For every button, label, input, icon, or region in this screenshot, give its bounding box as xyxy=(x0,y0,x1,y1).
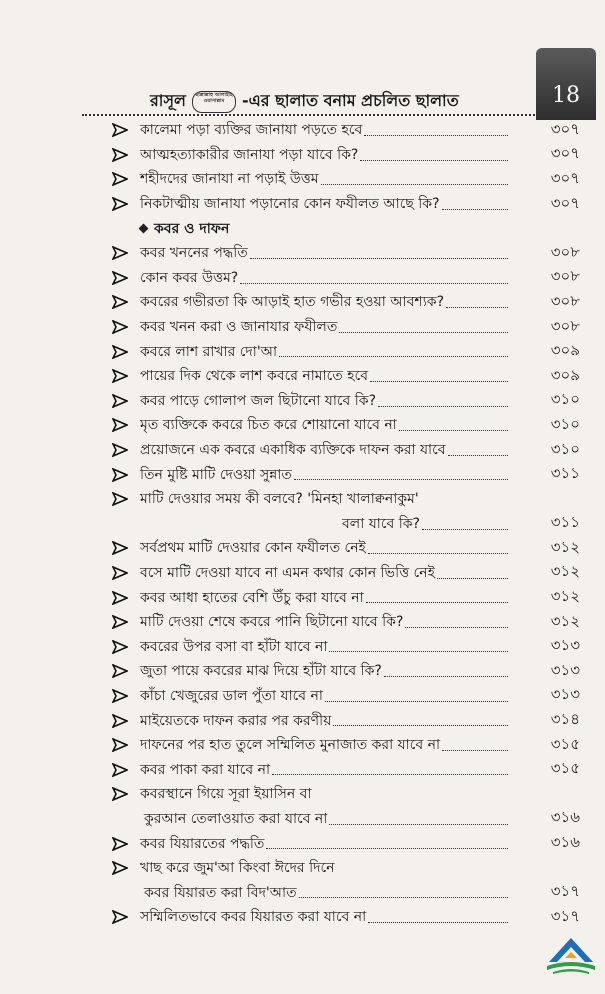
dot-leader xyxy=(325,701,508,702)
dot-leader xyxy=(442,750,508,751)
toc-entry-page-number: ৩১১ xyxy=(550,513,580,532)
dot-leader xyxy=(446,307,508,308)
toc-entry-title: মাটি দেওয়া শেষে কবরে পানি ছিটানো যাবে কি? xyxy=(140,614,404,631)
arrow-bullet-icon xyxy=(112,345,128,359)
dot-leader xyxy=(360,160,508,161)
toc-entry-title: কবর খননের পদ্ধতি xyxy=(140,245,248,262)
toc-entry-title: কবর খনন করা ও জানাযার ফযীলত xyxy=(140,319,338,336)
toc-entry-title-continuation: কুরআন তেলাওয়াত করা যাবে না xyxy=(144,810,328,827)
dot-leader xyxy=(339,332,508,333)
toc-entry-page-number: ৩১৫ xyxy=(550,759,580,778)
toc-entry[interactable] xyxy=(112,536,580,561)
toc-entry-title: কবরের গভীরতা কি আড়াই হাত গভীর হওয়া আবশ্যক? xyxy=(140,294,444,311)
arrow-bullet-icon xyxy=(112,861,128,875)
toc-entry[interactable] xyxy=(112,757,580,782)
toc-entry-page-number: ৩১২ xyxy=(550,562,580,581)
toc-entry[interactable] xyxy=(112,462,580,487)
toc-entry-page-number: ৩১৩ xyxy=(550,685,580,704)
arrow-bullet-icon xyxy=(112,123,128,137)
toc-entry-title: কবরস্থানে গিয়ে সূরা ইয়াসিন বা xyxy=(140,786,312,803)
toc-entry-continuation[interactable] xyxy=(112,880,580,905)
toc-entry[interactable] xyxy=(112,413,580,438)
section-heading-row xyxy=(112,216,580,241)
toc-entry[interactable] xyxy=(112,684,580,709)
dot-leader xyxy=(294,479,508,480)
toc-entry-title: মাইয়েতকে দাফন করার পর করণীয় xyxy=(140,712,332,729)
toc-entry-title: মাটি দেওয়ার সময় কী বলবে? 'মিনহা খালাক্বনাকুম' xyxy=(140,491,419,508)
toc-entry-page-number: ৩১৩ xyxy=(550,660,580,679)
toc-entry[interactable] xyxy=(112,143,580,168)
toc-entry[interactable] xyxy=(112,118,580,143)
toc-entry[interactable] xyxy=(112,733,580,758)
toc-entry-title: জুতা পায়ে কবরের মাঝ দিয়ে হাঁটা যাবে কি? xyxy=(140,663,382,680)
toc-entry-title: কোন কবর উত্তম? xyxy=(140,269,239,286)
arrow-bullet-icon xyxy=(112,295,128,309)
toc-entry[interactable] xyxy=(112,241,580,266)
toc-entry-title-continuation: কবর যিয়ারত করা বিদ'আত xyxy=(144,884,297,901)
toc-entry-page-number: ৩১৬ xyxy=(550,833,580,852)
dot-leader xyxy=(250,258,508,259)
toc-entry[interactable] xyxy=(112,610,580,635)
toc-entry-page-number: ৩১৬ xyxy=(550,808,580,827)
dot-leader xyxy=(279,356,508,357)
arrow-bullet-icon xyxy=(112,369,128,383)
arrow-bullet-icon xyxy=(112,246,128,260)
arrow-bullet-icon xyxy=(112,591,128,605)
page-number: 18 xyxy=(552,83,580,108)
toc-entry-page-number: ৩০৮ xyxy=(550,267,580,286)
table-of-contents xyxy=(112,118,580,930)
toc-entry[interactable] xyxy=(112,659,580,684)
dot-leader xyxy=(405,627,508,628)
toc-entry[interactable] xyxy=(112,634,580,659)
arrow-bullet-icon xyxy=(112,714,128,728)
dot-leader xyxy=(437,578,508,579)
dot-leader xyxy=(333,725,508,726)
toc-entry[interactable] xyxy=(112,192,580,217)
toc-entry-title: সর্বপ্রথম মাটি দেওয়ার কোন ফযীলত নেই xyxy=(140,540,366,557)
toc-entry[interactable] xyxy=(112,364,580,389)
toc-entry-title: শহীদদের জানাযা না পড়াই উত্তম xyxy=(140,171,319,188)
toc-entry-page-number: ৩১০ xyxy=(550,414,580,433)
salawat-seal: ছাল্লাল্লাহু আলাইহি ওয়াসাল্লাম xyxy=(192,91,236,113)
dot-leader xyxy=(364,135,508,136)
toc-entry[interactable] xyxy=(112,561,580,586)
toc-entry-continuation[interactable] xyxy=(112,512,580,537)
toc-entry[interactable] xyxy=(112,438,580,463)
dot-leader xyxy=(384,676,508,677)
dot-leader xyxy=(329,651,508,652)
toc-entry-title: কবর পাড়ে গোলাপ জল ছিটানো যাবে কি? xyxy=(140,392,377,409)
arrow-bullet-icon xyxy=(112,394,128,408)
toc-entry-title: কালেমা পড়া ব্যক্তির জানাযা পড়তে হবে xyxy=(140,122,363,139)
dot-leader xyxy=(366,602,508,603)
toc-entry-page-number: ৩০৭ xyxy=(550,193,580,212)
toc-entry-page-number: ৩১৫ xyxy=(550,734,580,753)
arrow-bullet-icon xyxy=(112,468,128,482)
toc-entry-page-number: ৩০৮ xyxy=(550,291,580,310)
page-number-tab xyxy=(536,48,596,120)
header-title-prefix: রাসূল xyxy=(150,91,186,110)
toc-entry[interactable] xyxy=(112,856,580,881)
dot-leader xyxy=(329,824,508,825)
toc-entry-title: খাছ করে জুম'আ কিংবা ঈদের দিনে xyxy=(140,860,335,877)
running-header xyxy=(150,88,530,115)
arrow-bullet-icon xyxy=(112,443,128,457)
toc-entry-title: তিন মুষ্টি মাটি দেওয়া সুন্নাত xyxy=(140,466,292,483)
publisher-logo-icon xyxy=(545,932,597,976)
arrow-bullet-icon xyxy=(112,197,128,211)
toc-entry-title: কবর যিয়ারতের পদ্ধতি xyxy=(140,835,265,852)
arrow-bullet-icon xyxy=(112,664,128,678)
arrow-bullet-icon xyxy=(112,640,128,654)
arrow-bullet-icon xyxy=(112,787,128,801)
toc-entry-continuation[interactable] xyxy=(112,807,580,832)
toc-entry-page-number: ৩০৯ xyxy=(550,341,580,360)
arrow-bullet-icon xyxy=(112,566,128,580)
arrow-bullet-icon xyxy=(112,271,128,285)
toc-entry-title: নিকটাত্মীয় জানাযা পড়ানোর কোন ফযীলত আছে কি? xyxy=(140,196,440,213)
dot-leader xyxy=(299,897,508,898)
diamond-bullet-icon xyxy=(139,224,149,234)
dot-leader xyxy=(378,406,508,407)
dot-leader xyxy=(399,430,508,431)
toc-entry-page-number: ৩১২ xyxy=(550,587,580,606)
toc-entry[interactable] xyxy=(112,782,580,807)
toc-entry-title: কাঁচা খেজুরের ডাল পুঁতা যাবে না xyxy=(140,687,323,704)
toc-entry-page-number: ৩১২ xyxy=(550,611,580,630)
dot-leader xyxy=(422,529,508,530)
arrow-bullet-icon xyxy=(112,172,128,186)
dot-leader xyxy=(272,774,508,775)
dot-leader xyxy=(266,848,508,849)
dot-leader xyxy=(448,455,508,456)
toc-entry[interactable] xyxy=(112,585,580,610)
toc-entry-title: বসে মাটি দেওয়া যাবে না এমন কথার কোন ভিত্তি নেই xyxy=(140,564,435,581)
toc-entry-page-number: ৩০৯ xyxy=(550,365,580,384)
toc-entry-title: আত্মহত্যাকারীর জানাযা পড়া যাবে কি? xyxy=(140,146,359,163)
header-title-suffix: -এর ছালাত বনাম প্রচলিত ছালাত xyxy=(241,91,459,110)
arrow-bullet-icon xyxy=(112,689,128,703)
toc-entry-page-number: ৩০৮ xyxy=(550,242,580,261)
toc-entry-title-continuation: বলা যাবে কি? xyxy=(342,515,420,532)
toc-entry[interactable] xyxy=(112,339,580,364)
toc-entry-title: প্রয়োজনে এক কবরে একাধিক ব্যক্তিকে দাফন করা যাবে xyxy=(140,442,446,459)
header-rule xyxy=(82,114,590,116)
dot-leader xyxy=(368,553,508,554)
arrow-bullet-icon xyxy=(112,492,128,506)
arrow-bullet-icon xyxy=(112,763,128,777)
dot-leader xyxy=(442,209,508,210)
toc-entry[interactable] xyxy=(112,266,580,291)
toc-entry-page-number: ৩১৩ xyxy=(550,636,580,655)
toc-entry-title: দাফনের পর হাত তুলে সম্মিলিত মুনাজাত করা যাবে না xyxy=(140,737,440,754)
arrow-bullet-icon xyxy=(112,541,128,555)
arrow-bullet-icon xyxy=(112,910,128,924)
section-heading: কবর ও দাফন xyxy=(140,217,229,241)
toc-entry[interactable] xyxy=(112,167,580,192)
toc-entry-title: কবরের উপর বসা বা হাঁটা যাবে না xyxy=(140,638,328,655)
dot-leader xyxy=(321,184,508,185)
toc-entry[interactable] xyxy=(112,389,580,414)
arrow-bullet-icon xyxy=(112,738,128,752)
toc-entry-page-number: ৩০৭ xyxy=(550,119,580,138)
toc-entry-page-number: ৩০৮ xyxy=(550,316,580,335)
arrow-bullet-icon xyxy=(112,148,128,162)
toc-entry-page-number: ৩১০ xyxy=(550,390,580,409)
toc-entry-page-number: ৩০৭ xyxy=(550,168,580,187)
toc-entry[interactable] xyxy=(112,831,580,856)
toc-entry[interactable] xyxy=(112,905,580,930)
toc-entry-page-number: ৩১১ xyxy=(550,464,580,483)
toc-entry-page-number: ৩১৭ xyxy=(550,882,580,901)
toc-entry-title: কবর আধা হাতের বেশি উঁচু করা যাবে না xyxy=(140,589,364,606)
toc-entry-page-number: ৩১২ xyxy=(550,537,580,556)
toc-entry[interactable] xyxy=(112,315,580,340)
toc-entry-title: পায়ের দিক থেকে লাশ কবরে নামাতে হবে xyxy=(140,368,368,385)
arrow-bullet-icon xyxy=(112,837,128,851)
toc-entry-page-number: ৩০৭ xyxy=(550,144,580,163)
dot-leader xyxy=(368,922,508,923)
toc-entry-title: কবরে লাশ রাখার দো'আ xyxy=(140,343,278,360)
toc-entry-page-number: ৩১৭ xyxy=(550,906,580,925)
toc-entry-title: মৃত ব্যক্তিকে কবরে চিত করে শোয়ানো যাবে না xyxy=(140,417,397,434)
toc-entry-page-number: ৩১৪ xyxy=(550,710,580,729)
dot-leader xyxy=(370,381,508,382)
arrow-bullet-icon xyxy=(112,320,128,334)
arrow-bullet-icon xyxy=(112,418,128,432)
toc-entry-title: সম্মিলিতভাবে কবর যিয়ারত করা যাবে না xyxy=(140,909,367,926)
toc-entry[interactable] xyxy=(112,487,580,512)
dot-leader xyxy=(240,283,508,284)
toc-entry-page-number: ৩১০ xyxy=(550,439,580,458)
toc-entry[interactable] xyxy=(112,708,580,733)
arrow-bullet-icon xyxy=(112,615,128,629)
toc-entry-title: কবর পাকা করা যাবে না xyxy=(140,761,271,778)
toc-entry[interactable] xyxy=(112,290,580,315)
